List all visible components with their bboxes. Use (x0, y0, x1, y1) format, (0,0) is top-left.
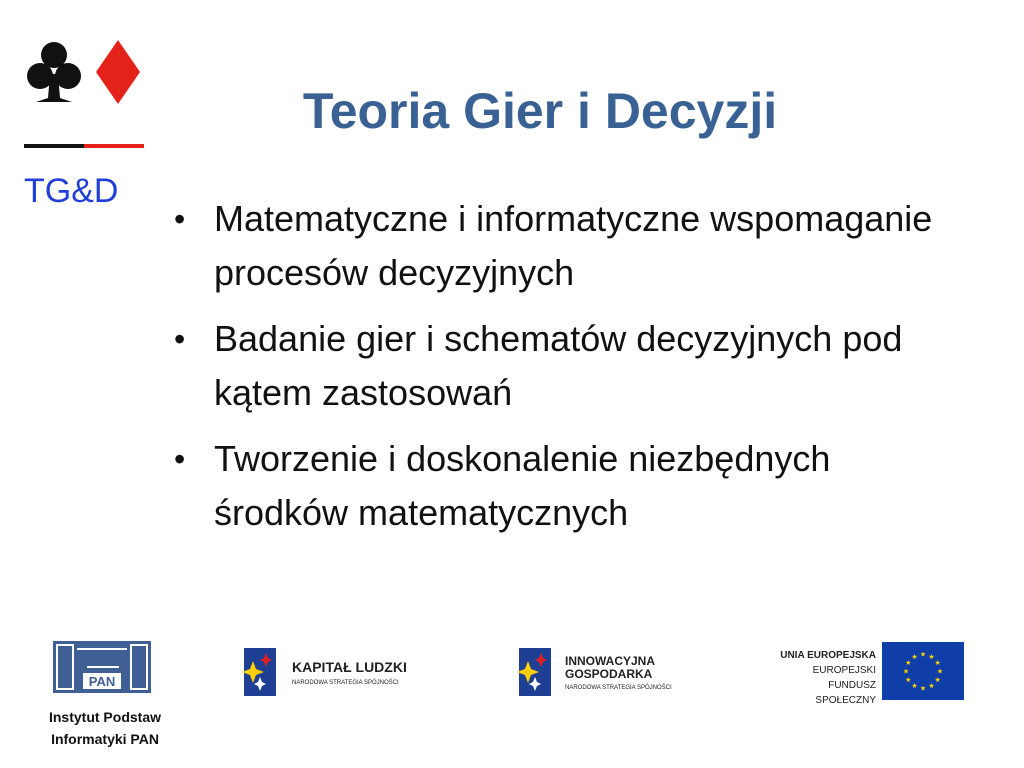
bullet-item (172, 192, 952, 300)
eu-star-icon: ★ (902, 667, 910, 676)
ipi-name-line2: Informatyki PAN (51, 731, 159, 747)
ipi-name-line1: Instytut Podstaw (48, 709, 161, 725)
eu-star-icon: ★ (911, 682, 918, 691)
eu-star-icon: ★ (928, 682, 935, 691)
logo-black-bar (24, 144, 84, 148)
ipi-name (30, 706, 180, 750)
bullet-icon: • (174, 321, 186, 357)
ipi-pan-logo (53, 641, 151, 693)
eu-fund-text (766, 648, 876, 708)
eu-star-icon: ★ (928, 652, 935, 661)
kl-subtitle: NARODOWA STRATEGIA SPÓJNOŚCI (292, 680, 399, 686)
bullet-icon: • (174, 201, 186, 237)
innowacyjna-gospodarka-logo (513, 642, 703, 702)
logo-text: TG&D (24, 172, 119, 210)
bullet-icon: • (174, 441, 186, 477)
bullet-item (172, 432, 952, 540)
bullet-item (172, 312, 952, 420)
ig-title-line2: GOSPODARKA (565, 667, 653, 681)
bullet-text: Badanie gier i schematów decyzyjnych pod kątem zastosowań (214, 318, 903, 413)
eu-fund-line3: FUNDUSZ SPOŁECZNY (815, 680, 876, 706)
eu-star-icon: ★ (911, 652, 918, 661)
logo-red-bar (84, 144, 144, 148)
eu-star-icon: ★ (905, 676, 912, 684)
bullet-list (172, 192, 952, 552)
eu-flag-icon (882, 642, 964, 700)
eu-star-icon: ★ (919, 650, 927, 659)
bullet-text: Matematyczne i informatyczne wspomaganie procesów decyzyjnych (214, 198, 933, 293)
eu-star-icon: ★ (934, 659, 941, 667)
slide-title: Teoria Gier i Decyzji (302, 83, 778, 139)
ig-subtitle: NARODOWA STRATEGIA SPÓJNOŚCI (565, 685, 672, 691)
ipi-logo-text: PAN (88, 674, 116, 689)
eu-fund-line1: UNIA EUROPEJSKA (780, 650, 876, 661)
bullet-text: Tworzenie i doskonalenie niezbędnych środków matematycznych (214, 438, 831, 533)
eu-star-icon: ★ (934, 676, 941, 684)
eu-fund-line2: EUROPEJSKI (812, 665, 876, 676)
eu-star-icon: ★ (905, 659, 912, 667)
eu-fund-logo (766, 642, 966, 706)
ig-title-line1: INNOWACYJNA (565, 654, 656, 668)
kapital-ludzki-logo (236, 642, 446, 702)
eu-star-icon: ★ (936, 667, 944, 676)
eu-star-icon: ★ (919, 684, 927, 693)
kl-title: KAPITAŁ LUDZKI (292, 659, 407, 675)
